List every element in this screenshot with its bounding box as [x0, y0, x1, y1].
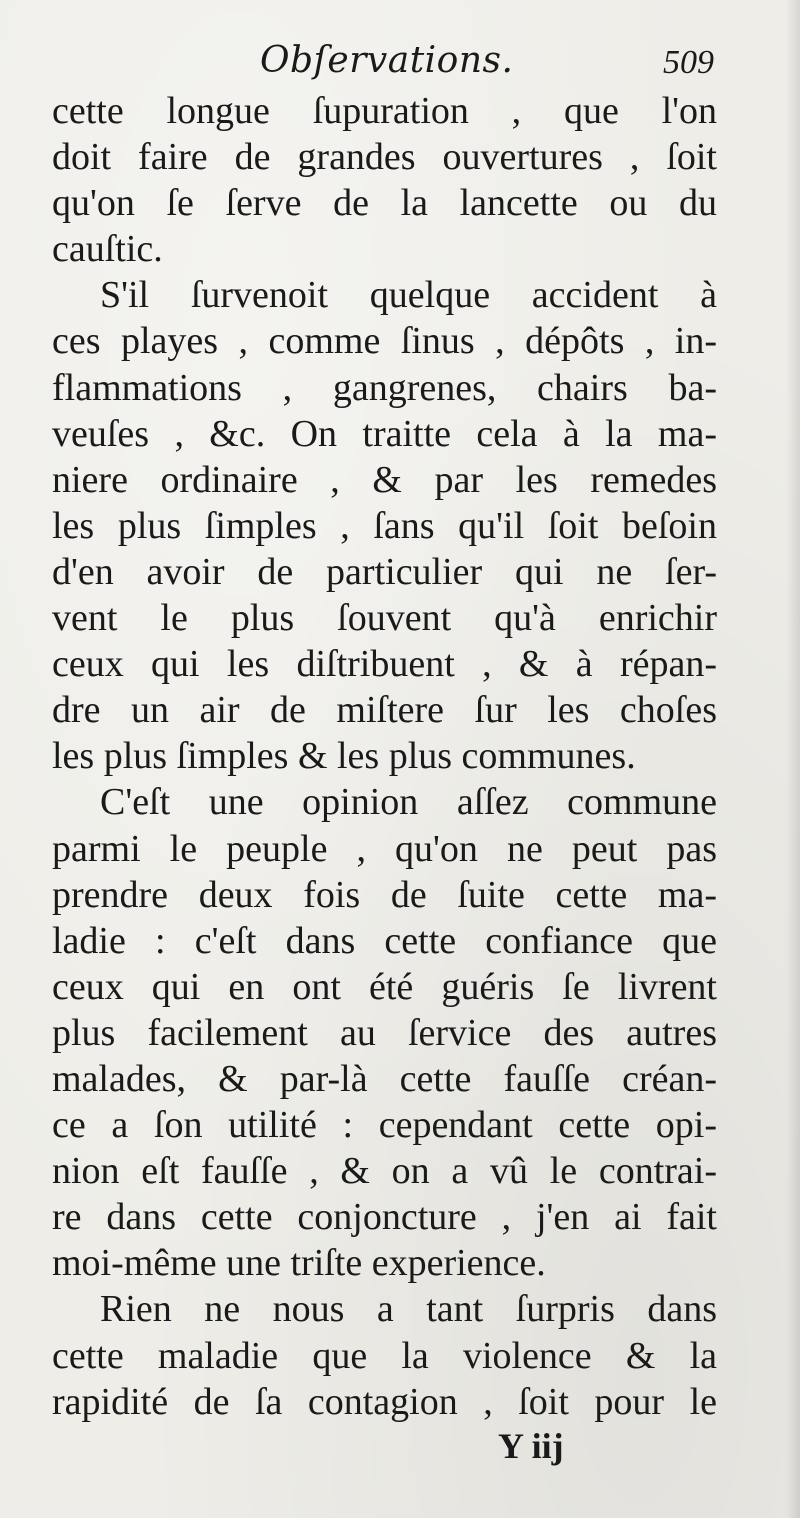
text-line: ceux qui en ont été guéris ſe livrent: [52, 965, 717, 1008]
text-line: cette longue ſupuration , que l'on: [52, 90, 717, 132]
text-line: vent le plus ſouvent qu'à enrichir: [52, 597, 717, 640]
text-line: rapidité de ſa contagion , ſoit pour le: [52, 1380, 717, 1423]
text-line: doit faire de grandes ouvertures , ſoit: [52, 136, 717, 179]
text-line: flammations , gangrenes, chairs ba-: [52, 366, 717, 409]
page-number: 509: [663, 44, 714, 81]
text-line: ces playes , comme ſinus , dépôts , in-: [52, 320, 717, 363]
text-line: les plus ſimples & les plus communes.: [52, 735, 636, 778]
page-edge-shadow: [786, 0, 800, 1518]
text-line: plus facilement au ſervice des autres: [52, 1011, 717, 1054]
text-line: malades, & par-là cette fauſſe créan-: [52, 1057, 717, 1100]
text-line: parmi le peuple , qu'on ne peut pas: [52, 827, 717, 870]
text-line: qu'on ſe ſerve de la lancette ou du: [52, 182, 717, 225]
text-line: ce a ſon utilité : cependant cette opi-: [52, 1104, 717, 1147]
text-line: d'en avoir de particulier qui ne ſer-: [52, 550, 717, 593]
text-line: S'il ſurvenoit quelque accident à: [100, 274, 717, 317]
text-line: moi-même une triſte experience.: [52, 1242, 546, 1285]
text-line: cette maladie que la violence & la: [52, 1334, 717, 1377]
running-head: [60, 38, 720, 88]
text-line: nion eſt fauſſe , & on a vû le contrai-: [52, 1150, 717, 1193]
text-line: cauſtic.: [52, 228, 163, 271]
body-text: [52, 88, 717, 1425]
text-line: ladie : c'eſt dans cette confiance que: [52, 919, 717, 962]
text-line: C'eſt une opinion aſſez commune: [100, 781, 717, 824]
text-line: ceux qui les diſtribuent , & à répan-: [52, 643, 717, 686]
text-line: niere ordinaire , & par les remedes: [52, 458, 717, 501]
text-line: Rien ne nous a tant ſurpris dans: [100, 1288, 717, 1331]
text-line: veuſes , &c. On traitte cela à la ma-: [52, 412, 717, 455]
text-line: re dans cette conjoncture , j'en ai fait: [52, 1196, 717, 1239]
signature-mark: Y iij: [498, 1426, 564, 1466]
running-title: Obſervations.: [260, 40, 514, 81]
text-line: les plus ſimples , ſans qu'il ſoit beſoin: [52, 504, 717, 547]
text-line: prendre deux fois de ſuite cette ma-: [52, 873, 717, 916]
text-line: dre un air de miſtere ſur les choſes: [52, 689, 717, 732]
